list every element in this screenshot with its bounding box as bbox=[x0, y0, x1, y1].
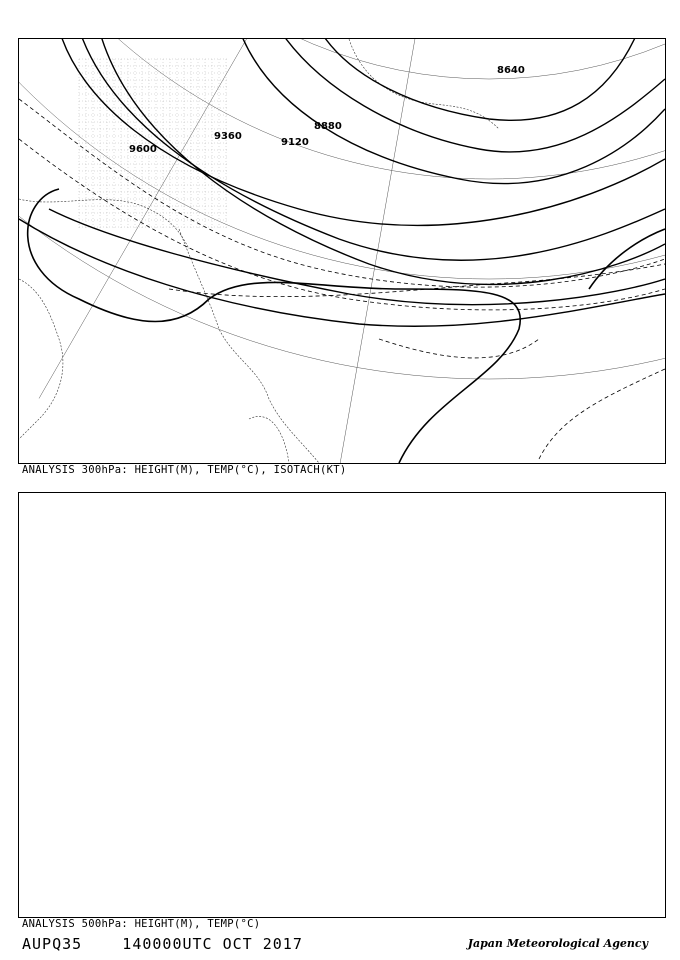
coastline bbox=[349, 39, 499, 129]
top-meridian bbox=[39, 39, 489, 398]
coastline bbox=[249, 416, 289, 463]
height-label: 9360 bbox=[214, 131, 242, 142]
isotach-20-boundary bbox=[589, 229, 665, 289]
caption-500hpa: ANALYSIS 500hPa: HEIGHT(M), TEMP(°C) bbox=[22, 918, 261, 930]
isotach-contour bbox=[379, 339, 539, 358]
height-label: 9120 bbox=[281, 137, 309, 148]
isotach-contour bbox=[169, 264, 665, 297]
map-300hpa-canvas bbox=[19, 39, 665, 463]
height-label: 8640 bbox=[497, 65, 525, 76]
height-contour bbox=[59, 39, 665, 225]
coastline bbox=[19, 199, 189, 249]
caption-300hpa: ANALYSIS 300hPa: HEIGHT(M), TEMP(°C), ISOTACH(KT) bbox=[22, 464, 347, 476]
isotach-contour bbox=[19, 139, 665, 310]
agency-name: Japan Meteorological Agency bbox=[467, 937, 648, 950]
top-meridian bbox=[333, 39, 489, 463]
analysis-300hpa-map bbox=[18, 38, 666, 464]
height-contour bbox=[49, 209, 665, 305]
height-label: 9600 bbox=[129, 144, 157, 155]
analysis-500hpa-map bbox=[18, 492, 666, 918]
top-latitude-circle bbox=[19, 39, 665, 279]
isotach-contour bbox=[19, 99, 665, 287]
map-500hpa-canvas bbox=[19, 493, 665, 917]
top-latitude-circle bbox=[19, 39, 665, 379]
height-label: 8880 bbox=[314, 121, 342, 132]
isotach-contour bbox=[539, 369, 665, 459]
coastline bbox=[19, 279, 63, 439]
top-meridian bbox=[19, 39, 489, 198]
height-contour bbox=[19, 219, 665, 326]
chart-identifier: AUPQ35 140000UTC OCT 2017 bbox=[22, 935, 303, 953]
coastline bbox=[179, 229, 319, 463]
